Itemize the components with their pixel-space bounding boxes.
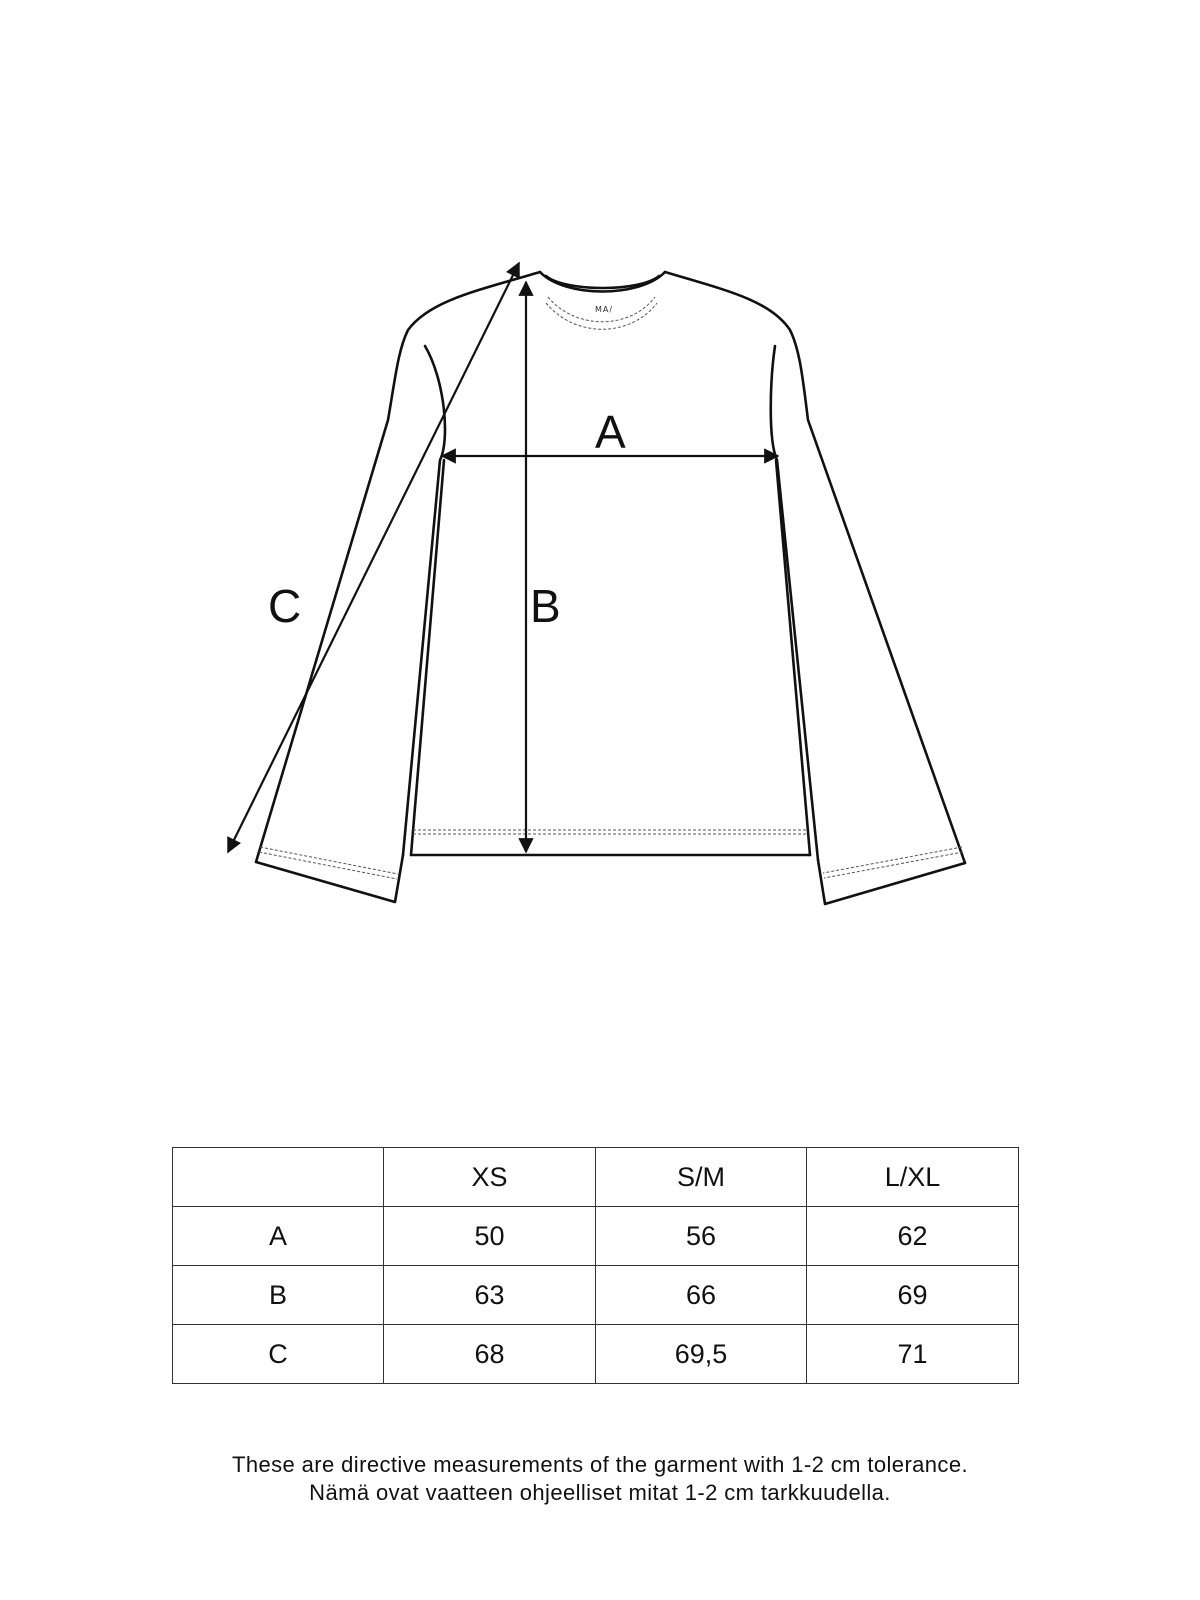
- measure-c-label: C: [268, 580, 302, 632]
- table-row: [173, 1325, 1019, 1384]
- table-row: [173, 1207, 1019, 1266]
- right-armhole-seam: [771, 346, 818, 860]
- row-label: A: [173, 1207, 384, 1266]
- left-sleeve-cuff: [256, 855, 403, 902]
- table-header-row: [173, 1148, 1019, 1207]
- table-cell: 66: [596, 1266, 807, 1325]
- row-label: B: [173, 1266, 384, 1325]
- table-cell: 69,5: [596, 1325, 807, 1384]
- size-table: [172, 1147, 1019, 1384]
- body-left-side: [411, 460, 444, 855]
- header-size-xs: XS: [384, 1148, 596, 1207]
- table-cell: 56: [596, 1207, 807, 1266]
- table-cell: 68: [384, 1325, 596, 1384]
- table-cell: 62: [807, 1207, 1019, 1266]
- left-cuff-stitch-2: [259, 852, 397, 879]
- row-label: C: [173, 1325, 384, 1384]
- body-right-side: [776, 460, 810, 855]
- table-cell: 71: [807, 1325, 1019, 1384]
- table-cell: 50: [384, 1207, 596, 1266]
- tolerance-note-english: These are directive measurements of the garment with 1-2 cm tolerance.: [232, 1452, 968, 1477]
- measure-b-label: B: [530, 580, 561, 632]
- measurement-arrows: [228, 263, 778, 852]
- table-cell: 69: [807, 1266, 1019, 1325]
- left-shoulder-sleeve-outline: [256, 272, 540, 862]
- right-shoulder-sleeve-outline: [665, 272, 965, 863]
- brand-logo: MA/: [595, 305, 614, 314]
- header-size-sm: S/M: [596, 1148, 807, 1207]
- measure-c-arrow: [228, 263, 519, 852]
- measure-a-label: A: [595, 406, 626, 458]
- header-size-lxl: L/XL: [807, 1148, 1019, 1207]
- table-row: [173, 1266, 1019, 1325]
- right-cuff-stitch-2: [824, 852, 963, 878]
- tolerance-note-finnish: Nämä ovat vaatteen ohjeelliset mitat 1-2 cm tarkkuudella.: [309, 1480, 891, 1505]
- header-corner: [173, 1148, 384, 1207]
- sweater-outline: [256, 272, 965, 904]
- left-armhole-seam: [403, 346, 445, 855]
- stitch-lines: [259, 297, 963, 879]
- right-sleeve-cuff: [818, 860, 965, 904]
- table-cell: 63: [384, 1266, 596, 1325]
